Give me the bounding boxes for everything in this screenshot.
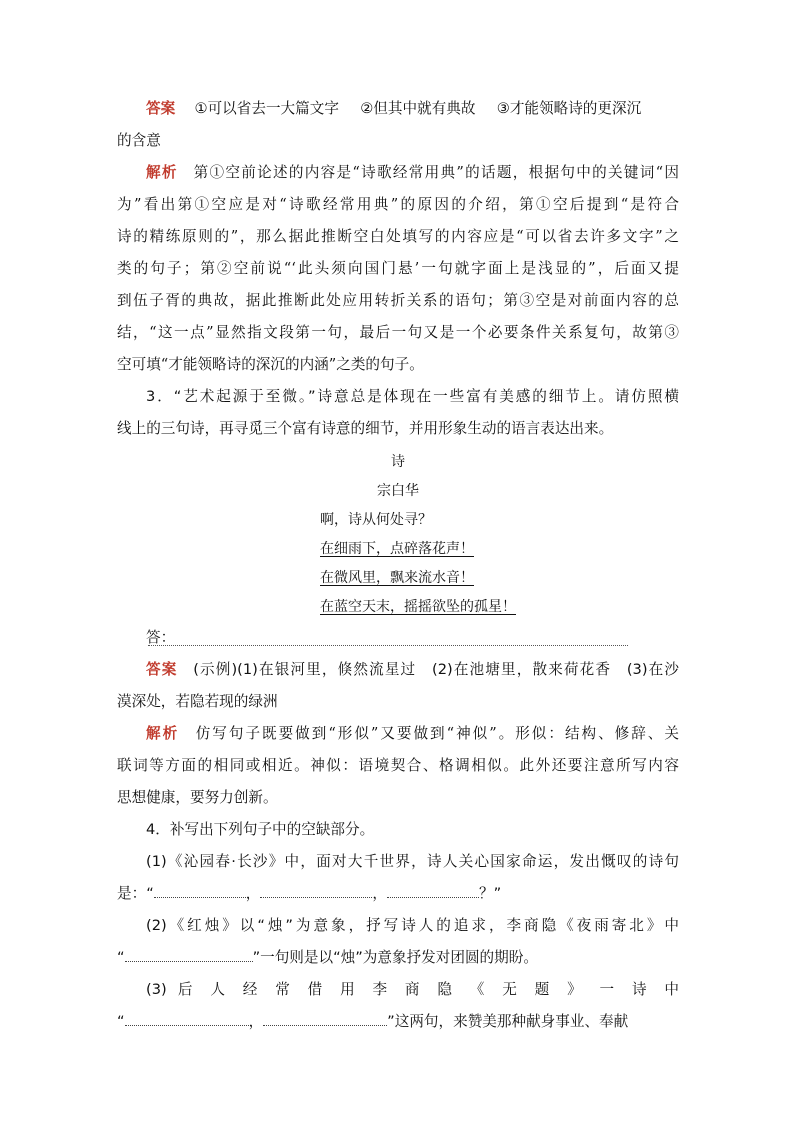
question-3-line-1: 3．“艺术起源于至微。”诗意总是体现在一些富有美感的细节上。请仿照横	[146, 388, 679, 405]
answer-1-part-b: ②但其中就有典故	[360, 100, 476, 117]
analysis-3-line-2: 联词等方面的相同或相近。神似：语境契合、格调相似。此外还要注意所写内容	[117, 757, 679, 774]
poem-title: 诗	[391, 454, 405, 470]
analysis-3-label: 解析	[146, 725, 180, 742]
analysis-1-line-2: 为”看出第①空应是对“诗歌经常用典”的原因的介绍，第①空后提到“是符合	[117, 196, 679, 213]
answer-3-label: 答案	[146, 661, 178, 678]
question-4-p2-line-1: (2)《红烛》以“烛”为意象，抒写诗人的追求，李商隐《夜雨寄北》中	[146, 917, 679, 934]
answer-blank-line[interactable]	[148, 645, 628, 646]
poem-line-1	[117, 506, 679, 535]
answer-1-part-a: ①可以省去一大篇文字	[194, 100, 339, 117]
p1-blank-2[interactable]	[260, 879, 372, 898]
question-4-p1-line-1: (1)《沁园春·长沙》中，面对大千世界，诗人关心国家命运，发出慨叹的诗句	[146, 853, 679, 870]
answer-3-line-1	[117, 654, 679, 686]
p2-text: ”一句则是以“烛”为意象抒发对团圆的期盼。	[252, 949, 538, 966]
analysis-1-line-5: 到伍子胥的典故，据此推断此处应用转折关系的语句；第③空是对前面内容的总	[117, 292, 679, 309]
poem-line-3-text: 在微风里，飘来流水音！	[320, 570, 474, 586]
document-page	[117, 93, 679, 1038]
p3-open-quote: “	[117, 1013, 125, 1030]
analysis-1-line-6: 结，“这一点”显然指文段第一句，最后一句又是一个必要条件关系复句，故第③	[117, 324, 679, 341]
answer-1-line	[117, 93, 679, 125]
answer-1-continuation: 的含意	[117, 132, 161, 149]
p1-blank-3[interactable]	[387, 879, 479, 898]
poem-line-3	[117, 564, 679, 593]
analysis-1-line-1	[117, 157, 679, 189]
analysis-3-line-3: 思想健康，要努力创新。	[117, 789, 278, 806]
poem-line-1-text: 啊，诗从何处寻？	[320, 512, 432, 528]
p1-close-quote: ？”	[478, 885, 502, 902]
question-4-p1-line-2	[117, 878, 679, 910]
answer-3-line-2: 漠深处，若隐若现的绿洲	[117, 693, 278, 710]
answer-prompt-line	[117, 622, 679, 654]
p1-open-quote: 是：“	[117, 885, 154, 902]
p1-comma-1: ，	[245, 885, 261, 902]
answer-1-part-c: ③才能领略诗的更深沉	[496, 100, 642, 117]
poem-author: 宗白华	[377, 483, 419, 499]
analysis-1-line-4: 类的句子；第②空前说“‘此头须向国门悬’一句就字面上是浅显的”，后面又提	[117, 260, 679, 277]
p3-blank-2[interactable]	[263, 1007, 387, 1026]
answer-3-text-1: (示例)(1)在银河里，倏然流星过 (2)在池塘里，散来荷花香 (3)在沙	[193, 661, 679, 678]
question-3-line-2: 线上的三句诗，再寻觅三个富有诗意的细节，并用形象生动的语言表达出来。	[117, 420, 614, 437]
analysis-1-text-1: 第①空前论述的内容是“诗歌经常用典”的话题，根据句中的关键词“因	[193, 164, 679, 181]
p2-blank-1[interactable]	[125, 943, 253, 962]
p3-blank-1[interactable]	[125, 1007, 249, 1026]
answer-prompt: 答：	[146, 629, 176, 646]
p2-open-quote: “	[117, 949, 125, 966]
p1-blank-1[interactable]	[154, 879, 246, 898]
p3-text: ”这两句，来赞美那种献身事业、奉献	[387, 1013, 629, 1030]
question-4-p3-line-1: (3) 后 人 经 常 借 用 李 商 隐 《 无 题 》 一 诗 中	[146, 981, 679, 998]
question-4-p2-line-2	[117, 942, 679, 974]
question-4-p3-line-2	[117, 1006, 679, 1038]
poem-line-4-text: 在蓝空天末，摇摇欲坠的孤星！	[320, 599, 516, 615]
p1-comma-2: ，	[372, 885, 387, 902]
poem-line-4	[117, 593, 679, 622]
question-4-title: 4．补写出下列句子中的空缺部分。	[146, 821, 375, 838]
analysis-3-line-1	[117, 718, 679, 750]
p3-comma: ，	[248, 1013, 264, 1030]
analysis-3-text-1: 仿写句子既要做到“形似”又要做到“神似”。形似：结构、修辞、关	[195, 725, 679, 742]
poem-line-2-text: 在细雨下，点碎落花声！	[320, 541, 474, 557]
answer-label: 答案	[146, 100, 176, 117]
analysis-1-line-7: 空可填“才能领略诗的深沉的内涵”之类的句子。	[117, 356, 424, 373]
analysis-1-line-3: 诗的精练原则的”，那么据此推断空白处填写的内容应是“可以省去许多文字”之	[117, 228, 679, 245]
analysis-label: 解析	[146, 164, 178, 181]
poem-line-2	[117, 535, 679, 564]
